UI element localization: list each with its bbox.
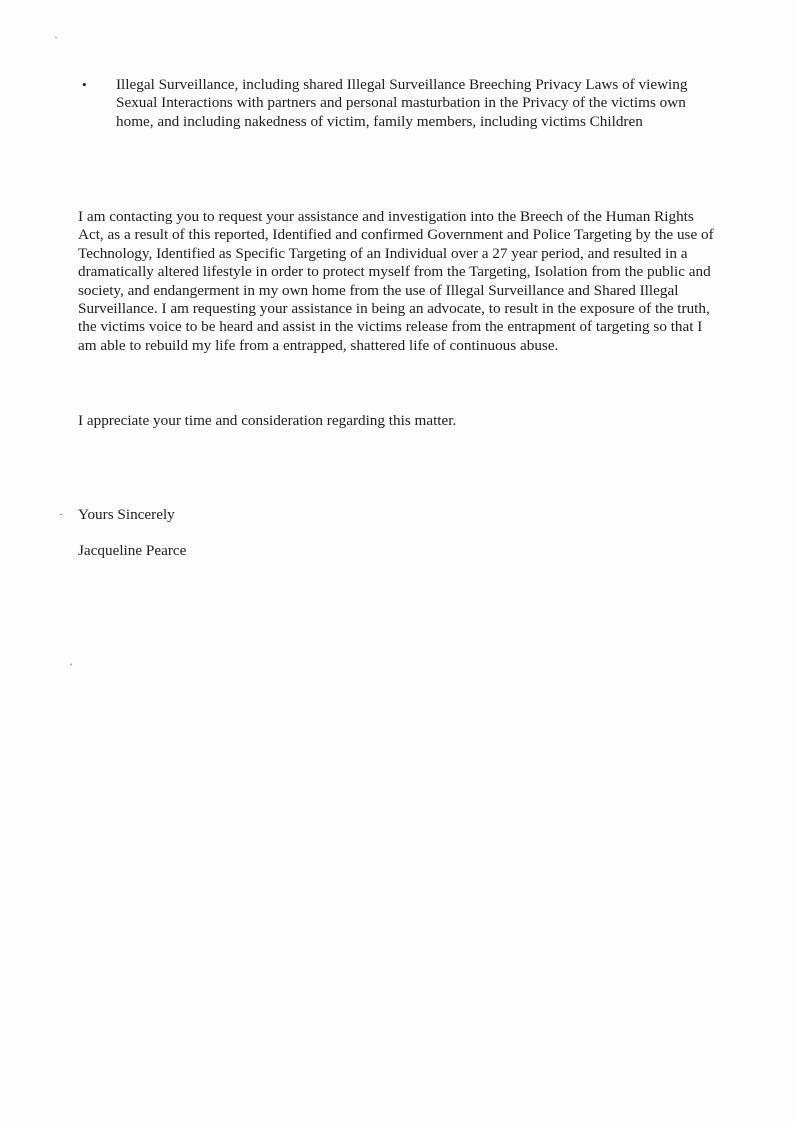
body-paragraph: I am contacting you to request your assistance and investigation into the Breech of the Human Rights Act, as a result of this reported, Identified and confirmed Government and Police Targeting by the use of Technology, Identified as Specific Targeting of an Individual over a 27 year period, and resulted in a dramatically altered lifestyle in order to protect myself from the Targeting, Isolation from the public and society, and endangerment in my own home from the use of Illegal Surveillance and Shared Illegal Surveillance. I am requesting your assistance in being an advocate, to result in the exposure of the truth, the victims voice to be heard and assist in the victims release from the entrapment of targeting so that I am able to rebuild my life from a entrapped, shattered life of continuous abuse. (78, 208, 714, 354)
list-item (78, 76, 718, 131)
signature-name: Jacqueline Pearce (78, 542, 187, 559)
bullet-icon: • (82, 77, 87, 92)
signoff: Yours Sincerely (78, 506, 175, 523)
scan-speck (55, 36, 57, 38)
closing-paragraph: I appreciate your time and consideration regarding this matter. (78, 412, 457, 429)
bullet-list (78, 76, 718, 131)
scan-speck (60, 514, 62, 515)
scan-speck (70, 663, 72, 665)
bullet-text: Illegal Surveillance, including shared Illegal Surveillance Breeching Privacy Laws of viewing Sexual Interactions with partners and personal masturbation in the Privacy of the victims own home, and including nakedness of victim, family members, including victims Children (116, 76, 688, 130)
